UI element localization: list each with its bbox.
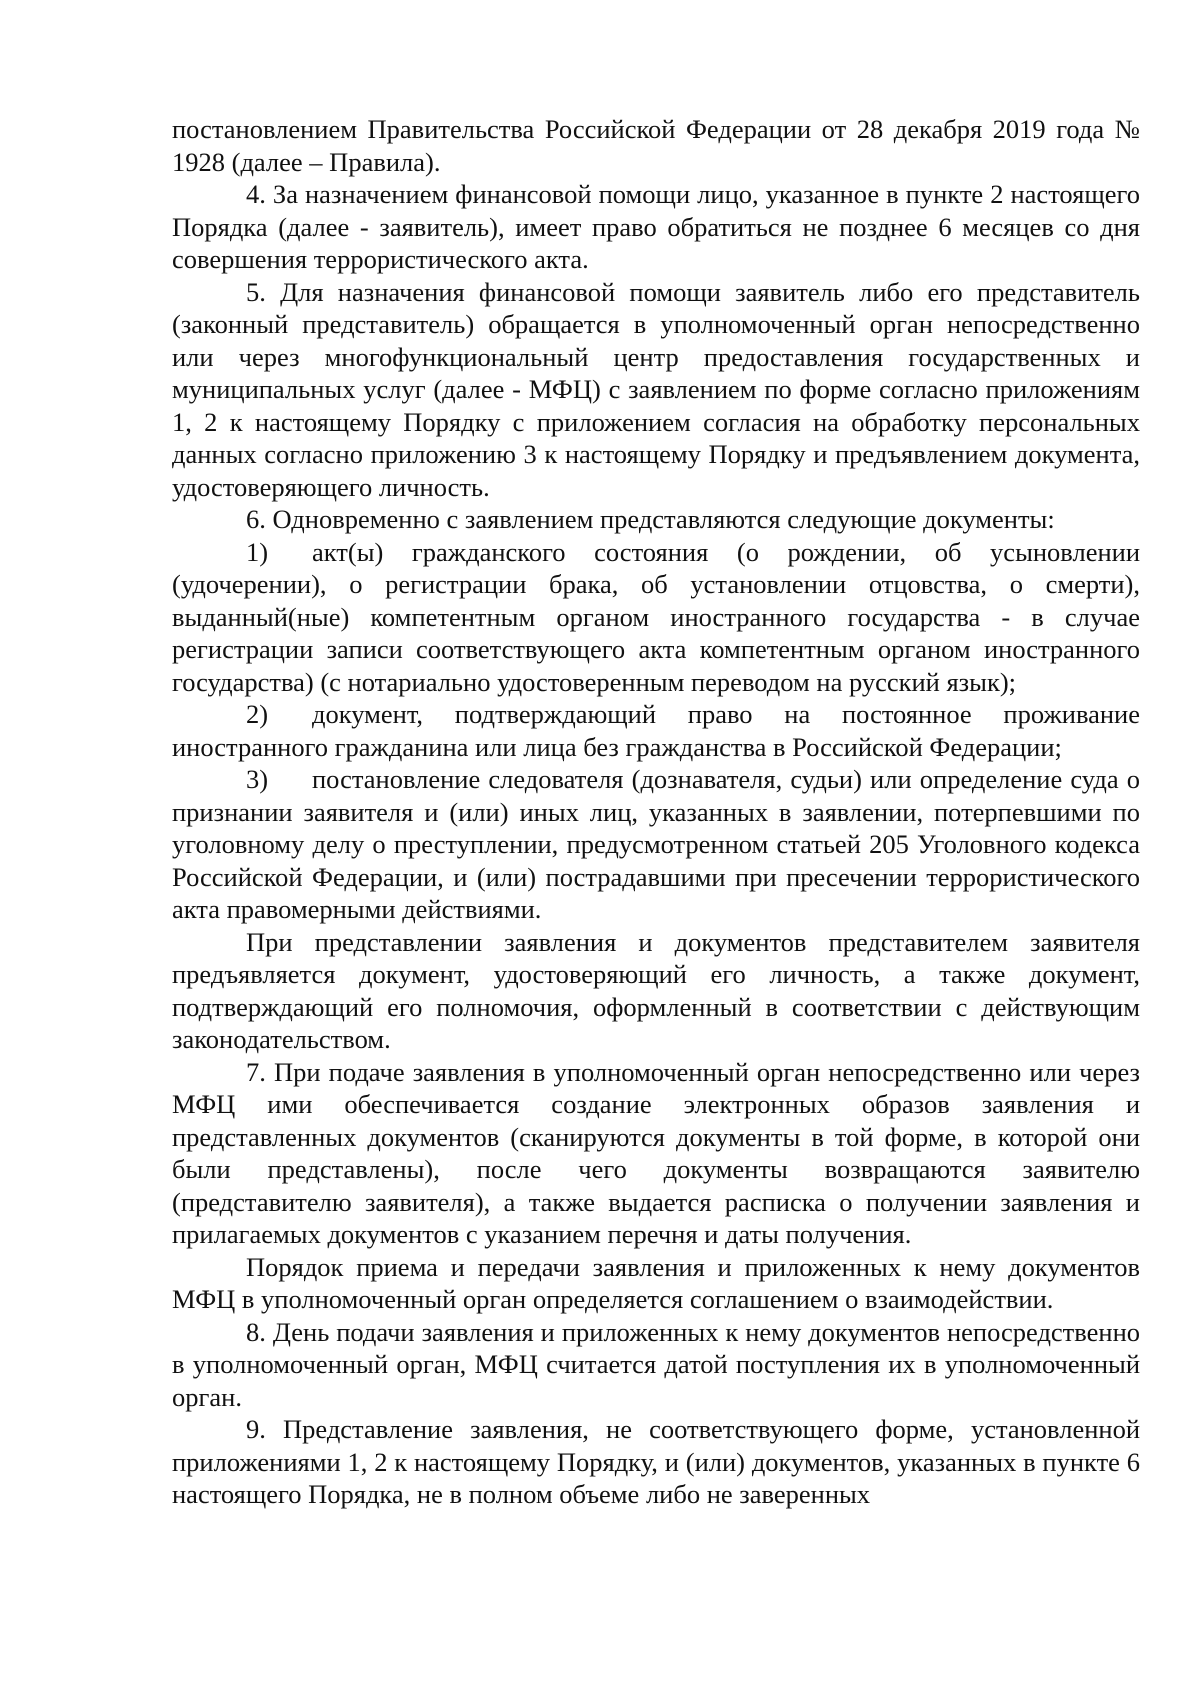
list-item-text: акт(ы) гражданского состояния (о рождении, об усыновлении (удочерении), о регистрации брака, об установлении отцовства, о смерти), выданный(ные) компетентным органом иностранного государства - в случае регистрации записи соответствующего акта компетентным органом иностранного государства) (с нотариально удостоверенным переводом на русский язык); — [172, 536, 1140, 697]
list-item-text: постановление следователя (дознавателя, судьи) или определение суда о признании заявителя и (или) иных лиц, указанных в заявлении, потерпевшими по уголовному делу о преступлении, предусмотренном статьей 205 Уголовного кодекса Российской Федерации, и (или) пострадавшими при пресечении террористического акта правомерными действиями. — [172, 764, 1140, 924]
list-item-number: 3) — [246, 764, 269, 794]
paragraph-5: 5. Для назначения финансовой помощи заявитель либо его представитель (законный представитель) обращается в уполномоченный орган непосредственно или через многофункциональный центр предоставления государственных и муниципальных услуг (далее - МФЦ) с заявлением по форме согласно приложениям 1, 2 к настоящему Порядку с приложением согласия на обработку персональных данных согласно приложению 3 к настоящему Порядку и предъявлением документа, удостоверяющего личность. — [172, 276, 1140, 502]
document-body — [172, 113, 1140, 1511]
list-item-1 — [172, 536, 1140, 699]
paragraph-7: 7. При подаче заявления в уполномоченный орган непосредственно или через МФЦ ими обеспечивается создание электронных образов заявления и представленных документов (сканируются документы в той форме, в которой они были представлены), после чего документы возвращаются заявителю (представителю заявителя), а также выдается расписка о получении заявления и прилагаемых документов с указанием перечня и даты получения. — [172, 1056, 1140, 1249]
paragraph-9: 9. Представление заявления, не соответствующего форме, установленной приложениями 1, 2 к настоящему Порядку, и (или) документов, указанных в пункте 6 настоящего Порядка, не в полном объеме либо не заверенных — [172, 1414, 1140, 1509]
paragraph-continuation: постановлением Правительства Российской Федерации от 28 декабря 2019 года № 1928 (далее – Правила). — [172, 114, 1140, 177]
list-item-2 — [172, 698, 1140, 763]
paragraph-4: 4. За назначением финансовой помощи лицо, указанное в пункте 2 настоящего Порядка (далее - заявитель), имеет право обратиться не позднее 6 месяцев со дня совершения террористического акта. — [172, 179, 1140, 274]
paragraph-representative: При представлении заявления и документов представителем заявителя предъявляется документ, удостоверяющий его личность, а также документ, подтверждающий его полномочия, оформленный в соответствии с действующим законодательством. — [172, 926, 1140, 1054]
list-item-text: документ, подтверждающий право на постоянное проживание иностранного гражданина или лица без гражданства в Российской Федерации; — [172, 699, 1140, 762]
list-item-number: 1) — [246, 536, 269, 567]
paragraph-order: Порядок приема и передачи заявления и приложенных к нему документов МФЦ в уполномоченный орган определяется соглашением о взаимодействии. — [172, 1251, 1140, 1314]
paragraph-8: 8. День подачи заявления и приложенных к нему документов непосредственно в уполномоченный орган, МФЦ считается датой поступления их в уполномоченный орган. — [172, 1316, 1140, 1412]
paragraph-6: 6. Одновременно с заявлением представляются следующие документы: — [246, 504, 1055, 534]
list-item-number: 2) — [246, 699, 269, 729]
list-item-3 — [172, 763, 1140, 926]
